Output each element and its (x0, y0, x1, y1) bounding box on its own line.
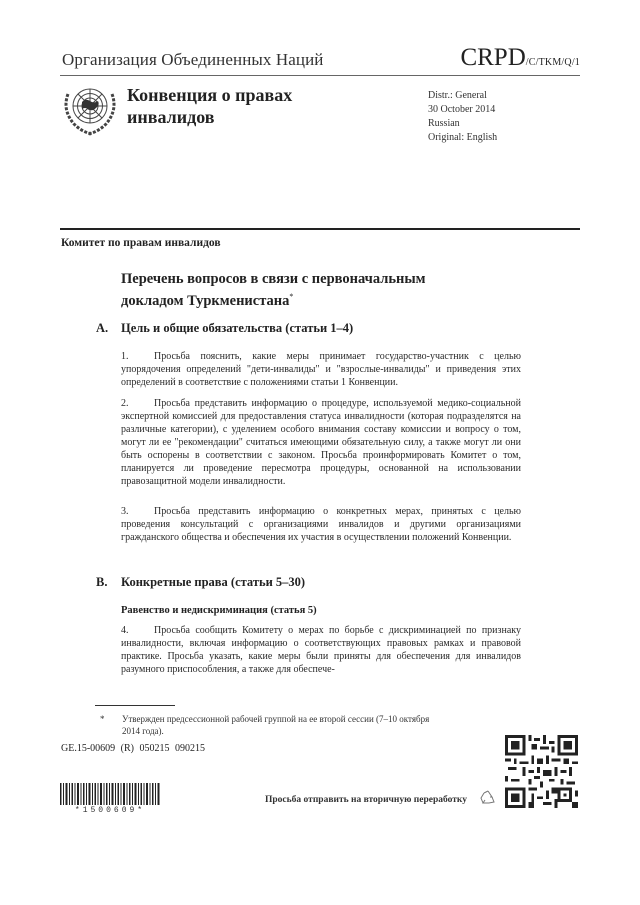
paragraph-number: 1. (121, 351, 129, 362)
paragraph-number: 3. (121, 506, 129, 517)
section-b-subheading: Равенство и недискриминация (статья 5) (121, 605, 317, 616)
document-symbol (460, 44, 580, 72)
distr-language: Russian (428, 118, 460, 129)
convention-title-line1: Конвенция о правах (127, 85, 293, 105)
organization-name: Организация Объединенных Наций (62, 50, 324, 69)
recycle-text: Просьба отправить на вторичную переработку (265, 795, 467, 805)
paragraph-text: Просьба представить информацию о процедуре, используемой медико-социальной экспертной комиссией для предоставления статуса инвалидности (которая подразделятся на различные категории), с уделением особого внимания составу комиссии и вопросу о том, могут ли ее "рекомендации" считаться имеющими обязательную силу, а также могут ли они быть оспорены в соответствии с законом. Просьба проинформировать Комитет о том, планируется ли проведение пересмотра процедуры, основанной на использовании правозащитной модели инвалидности. (121, 398, 521, 487)
footnote (100, 713, 500, 737)
un-emblem-icon (62, 80, 118, 140)
title-line1: Перечень вопросов в связи с первоначальным (121, 271, 426, 287)
paragraph-text: Просьба представить информацию о конкретных мерах, принятых с целью проведения консультаций с организациями инвалидов и другими организациями гражданского общества и обеспечения их участия в осуществлении положений Конвенции. (121, 506, 521, 543)
recycle-icon (479, 789, 497, 807)
paragraph-4 (121, 624, 521, 676)
section-b-letter: B. (96, 575, 108, 589)
paragraph-1 (121, 350, 521, 389)
symbol-main: CRPD (460, 44, 526, 71)
committee-name: Комитет по правам инвалидов (61, 237, 221, 249)
job-number: GE.15-00609 (R) 050215 090215 (61, 743, 205, 754)
barcode-icon (60, 783, 160, 805)
section-a-letter: A. (96, 321, 109, 335)
footnote-mark: * (100, 714, 105, 724)
paragraph-number: 4. (121, 625, 129, 636)
paragraph-text: Просьба пояснить, какие меры принимает государство-участник с целью упорядочения определений "дети-инвалиды" и "взрослые-инвалиды" и приведения этих определений в соответствие с положениями статьи 1 Конвенции. (121, 351, 521, 388)
title-footnote-mark[interactable]: * (289, 292, 294, 301)
section-a-heading: Цель и общие обязательства (статьи 1–4) (121, 321, 354, 335)
distr-date: 30 October 2014 (428, 104, 496, 115)
paragraph-3 (121, 505, 521, 544)
title-rule (60, 228, 580, 230)
paragraph-text: Просьба сообщить Комитету о мерах по борьбе с дискриминацией по признаку инвалидности, включая информацию о соответствующих правовых рамках и правовой практике. Просьба указать, какие меры были приняты для обеспечения для инвалидов разумного приспособления, а также для обеспече- (121, 625, 521, 675)
distr-label: Distr.: General (428, 90, 487, 101)
footnote-rule (95, 705, 175, 706)
qr-code-icon (505, 735, 578, 808)
section-b-heading: Конкретные права (статьи 5–30) (121, 575, 306, 589)
distribution-block (428, 89, 497, 145)
paragraph-2 (121, 397, 521, 488)
convention-title (127, 84, 292, 128)
barcode-number: *1500609* (74, 806, 146, 815)
header-rule (60, 75, 580, 76)
footnote-line2: 2014 года). (122, 726, 164, 736)
title-line2: докладом Туркменистана (121, 292, 290, 309)
paragraph-number: 2. (121, 398, 129, 409)
footnote-line1: Утвержден предсессионной рабочей группой на ее второй сессии (7–10 октября (122, 714, 430, 724)
convention-title-line2: инвалидов (127, 107, 215, 127)
symbol-sub: /C/TKM/Q/1 (525, 57, 580, 68)
distr-original: Original: English (428, 132, 498, 143)
document-title (121, 270, 426, 310)
